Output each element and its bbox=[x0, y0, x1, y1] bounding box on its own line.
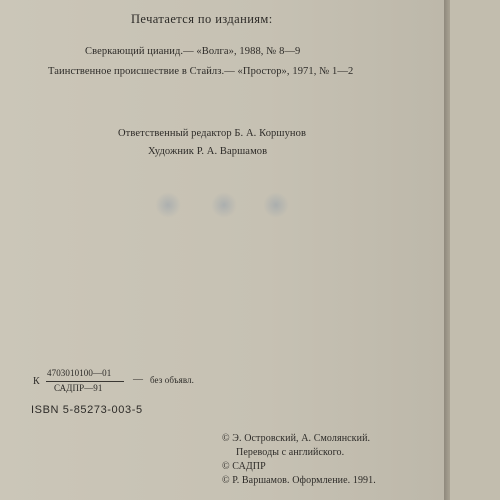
catalog-letter: К bbox=[33, 376, 40, 387]
facing-page-edge bbox=[450, 0, 500, 500]
source-line-2: Таинственное происшествие в Стайлз.— «Простор», 1971, № 1—2 bbox=[48, 66, 354, 77]
isbn-number: ISBN 5-85273-003-5 bbox=[31, 404, 143, 416]
copyright-line-4: © Р. Варшамов. Оформление. 1991. bbox=[222, 475, 376, 486]
catalog-note: без объявл. bbox=[150, 375, 194, 385]
source-line-1: Сверкающий цианид.— «Волга», 1988, № 8—9 bbox=[85, 46, 301, 57]
imprint-heading: Печатается по изданиям: bbox=[131, 12, 273, 26]
copyright-line-1: © Э. Островский, А. Смолянский. bbox=[222, 433, 371, 444]
editor-credit: Ответственный редактор Б. А. Коршунов bbox=[118, 128, 307, 139]
catalog-denominator: САДПР—91 bbox=[54, 383, 103, 393]
copyright-line-3: © САДПР bbox=[222, 461, 266, 472]
catalog-dash: — bbox=[133, 374, 144, 385]
catalog-numerator: 4703010100—01 bbox=[47, 368, 112, 378]
catalog-fraction-line bbox=[46, 381, 124, 382]
artist-credit: Художник Р. А. Варшамов bbox=[148, 146, 268, 157]
copyright-line-2: Переводы с английского. bbox=[236, 447, 345, 458]
